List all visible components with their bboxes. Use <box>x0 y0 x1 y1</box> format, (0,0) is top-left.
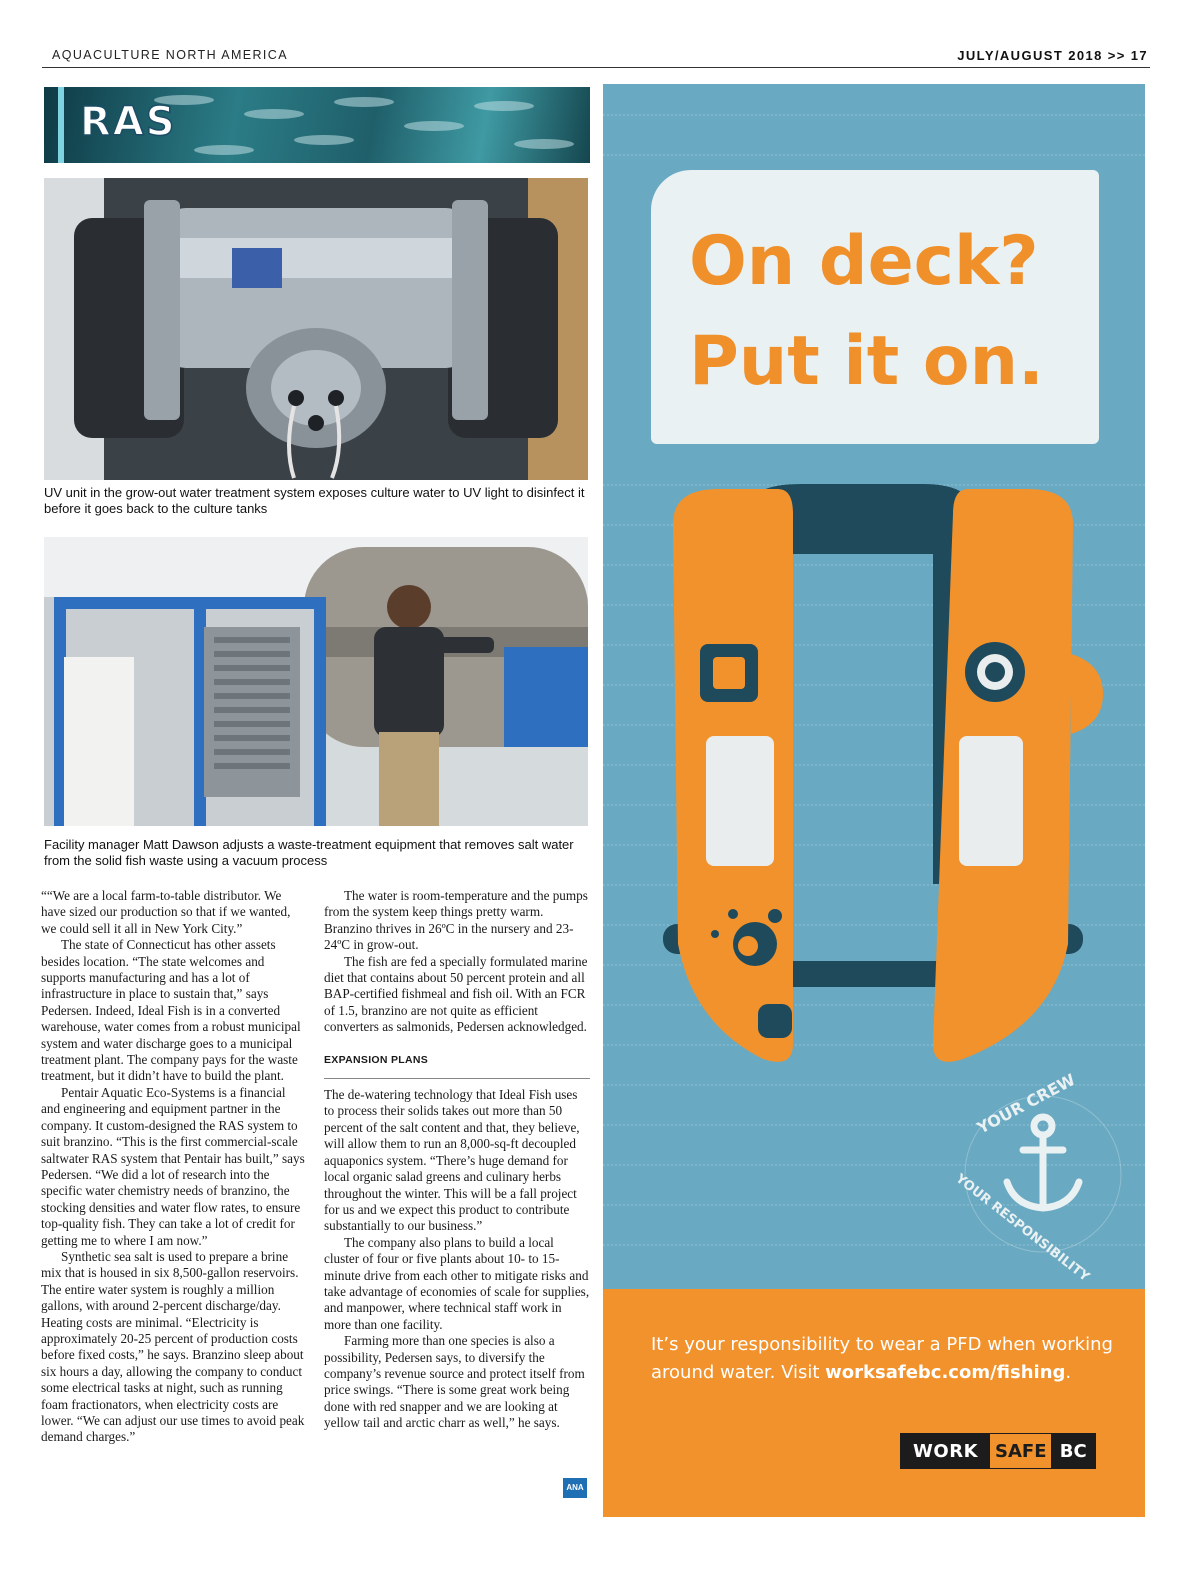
header-rule <box>42 67 1150 68</box>
uv-unit-photo <box>44 178 588 480</box>
ad-call-to-action <box>651 1331 1121 1387</box>
fish-shape <box>334 97 394 107</box>
article-paragraph: The water is room-temperature and the pumps from the system keep things pretty warm. Branzino thrives in 26ºC in the nursery and 23-24ºC in grow-out. <box>324 888 588 953</box>
section-banner <box>44 87 590 163</box>
photo-caption: Facility manager Matt Dawson adjusts a waste-treatment equipment that removes salt water from the solid fish waste using a vacuum process <box>44 837 574 868</box>
section-heading: EXPANSION PLANS <box>324 1052 590 1079</box>
facility-manager-photo <box>44 537 588 826</box>
article-paragraph: Farming more than one species is also a possibility, Pedersen says, to diversify the company’s revenue source and protect itself from price swings. “There is some great work being done with red snapper and we are looking at yellow tail and arctic charr as well,” he says. <box>324 1333 585 1431</box>
article-paragraph: Synthetic sea salt is used to prepare a brine mix that is housed in six 8,500-gallon reservoirs. The entire water system is roughly a million gallons, with around 2-percent discharge/day. Heating costs are minimal. “Electricity is approximately 20-25 percent of production costs before fixed costs,” he says. Branzino sleep about six hours a day, allowing the company to conduct some electrical tasks at night, such as running foam fractionators, when electricity costs are lower. “We can adjust our use times to avoid peak demand charges.” <box>41 1248 305 1445</box>
fish-shape <box>404 121 464 131</box>
worksafebc-logo <box>900 1433 1096 1469</box>
seal-text-bottom: YOUR RESPONSIBILITY <box>952 1171 1092 1285</box>
fish-shape <box>474 101 534 111</box>
article-paragraph: The fish are fed a specially formulated marine diet that contains about 50 percent protein and all BAP-certified fishmeal and fish oil. With an FCR of 1.5, branzino are not quite as efficient converters as salmonids, Pedersen acknowledged. <box>324 953 588 1035</box>
headline-line: Put it on. <box>689 322 1044 401</box>
cta-end: . <box>1065 1362 1072 1383</box>
article-column-right <box>324 888 590 1432</box>
fish-shape <box>194 145 254 155</box>
article-paragraph: Pentair Aquatic Eco-Systems is a financial and engineering and equipment partner in the company. It custom-designed the RAS system to suit branzino. “This is the first commercial-scale saltwater RAS system that Pentair has built,” says Pedersen. “We did a lot of research into the specific water chemistry needs of branzino, the stocking densities and water flow rates, to ensure top-quality fish. They can take a lot of credit for getting me to where I am now.” <box>41 1084 305 1248</box>
worksafebc-advertisement[interactable] <box>603 84 1145 1517</box>
ad-footer-band <box>603 1289 1145 1517</box>
article-paragraph: ““We are a local farm-to-table distributor. We have sized our production so that if we wanted, we could sell it all in New York City.” <box>41 888 291 936</box>
banner-accent-bar <box>58 87 64 163</box>
headline-line: On deck? <box>689 222 1039 301</box>
article-paragraph: The company also plans to build a local cluster of four or five plants about 10- to 15-minute drive from each other to mitigate risks and take advantage of economies of scale for supplies, and manpower, where technical staff work in more than one facility. <box>324 1234 590 1332</box>
issue-page-number: JULY/AUGUST 2018 >> 17 <box>957 48 1148 63</box>
cta-link[interactable]: worksafebc.com/fishing <box>825 1362 1066 1383</box>
photo-caption: UV unit in the grow-out water treatment system exposes culture water to UV light to disinfect it before it goes back to the culture tanks <box>44 485 585 516</box>
logo-work: WORK <box>901 1434 990 1468</box>
seal-text-top: YOUR CREW <box>973 1069 1079 1138</box>
section-label: RAS <box>80 99 177 145</box>
fish-shape <box>294 135 354 145</box>
logo-bc: BC <box>1051 1434 1095 1468</box>
article-paragraph: The state of Connecticut has other assets besides location. “The state welcomes and supports manufacturing and has a lot of infrastructure in place to sustain that,” says Pedersen. Indeed, Ideal Fish is in a converted warehouse, water comes from a robust municipal system and water discharge goes to a municipal treatment plant. The company pays for the waste treatment, but it didn’t have to build the plant. <box>41 937 301 1084</box>
facility-illustration <box>44 537 588 826</box>
uv-unit-illustration <box>44 178 588 480</box>
cta-text: It’s your responsibility to wear a PFD when working around water. Visit <box>651 1334 1113 1383</box>
article-paragraph: The de-watering technology that Ideal Fish uses to process their solids takes out more than 50 percent of the salt content and that, they believe, will allow them to run an 8,000-sq-ft decoupled aquaponics system. “There’s huge demand for local organic salad greens and culinary herbs throughout the winter. This will be a fall project for us and we expect this product to contribute substantially to our business.” <box>324 1087 580 1234</box>
ana-end-logo: ANA <box>563 1478 587 1498</box>
publication-name: AQUACULTURE NORTH AMERICA <box>52 48 288 62</box>
article-column-left <box>41 888 307 1446</box>
logo-safe: SAFE <box>990 1434 1051 1468</box>
fish-shape <box>244 109 304 119</box>
fish-shape <box>514 139 574 149</box>
